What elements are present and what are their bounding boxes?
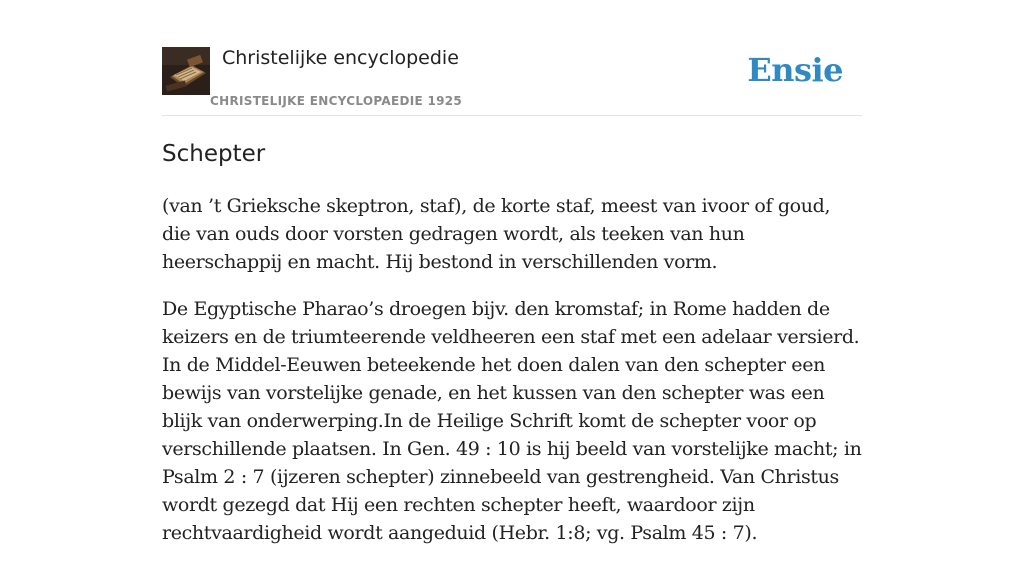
site-subtitle: CHRISTELIJKE ENCYCLOPAEDIE 1925 [210,94,463,108]
article-title: Schepter [162,141,266,167]
article-body [162,192,862,566]
encyclopedia-avatar[interactable] [162,47,210,95]
site-title[interactable]: Christelijke encyclopedie [222,47,459,69]
header-divider [162,115,862,116]
brand-logo[interactable]: Ensie [747,51,843,89]
book-image-icon [162,47,210,95]
article-paragraph: De Egyptische Pharao’s droegen bijv. den kromstaf; in Rome hadden de keizers en de triumteerende veldheeren een staf met een adelaar versierd. In de Middel-Eeuwen beteekende het doen dalen van den schepter een bewijs van vorstelijke genade, en het kussen van den schepter was een blijk van onderwerping.In de Heilige Schrift komt de schepter voor op verschillende plaatsen. In Gen. 49 : 10 is hij beeld van vorstelijke macht; in Psalm 2 : 7 (ijzeren schepter) zinnebeeld van gestrengheid. Van Christus wordt gezegd dat Hij een rechten schepter heeft, waardoor zijn rechtvaardigheid wordt aangeduid (Hebr. 1:8; vg. Psalm 45 : 7). [162,298,862,544]
article-paragraph: (van ’t Grieksche skeptron, staf), de korte staf, meest van ivoor of goud, die van ouds door vorsten gedragen wordt, als teeken van hun heerschappij en macht. Hij bestond in verschillenden vorm. [162,195,831,273]
